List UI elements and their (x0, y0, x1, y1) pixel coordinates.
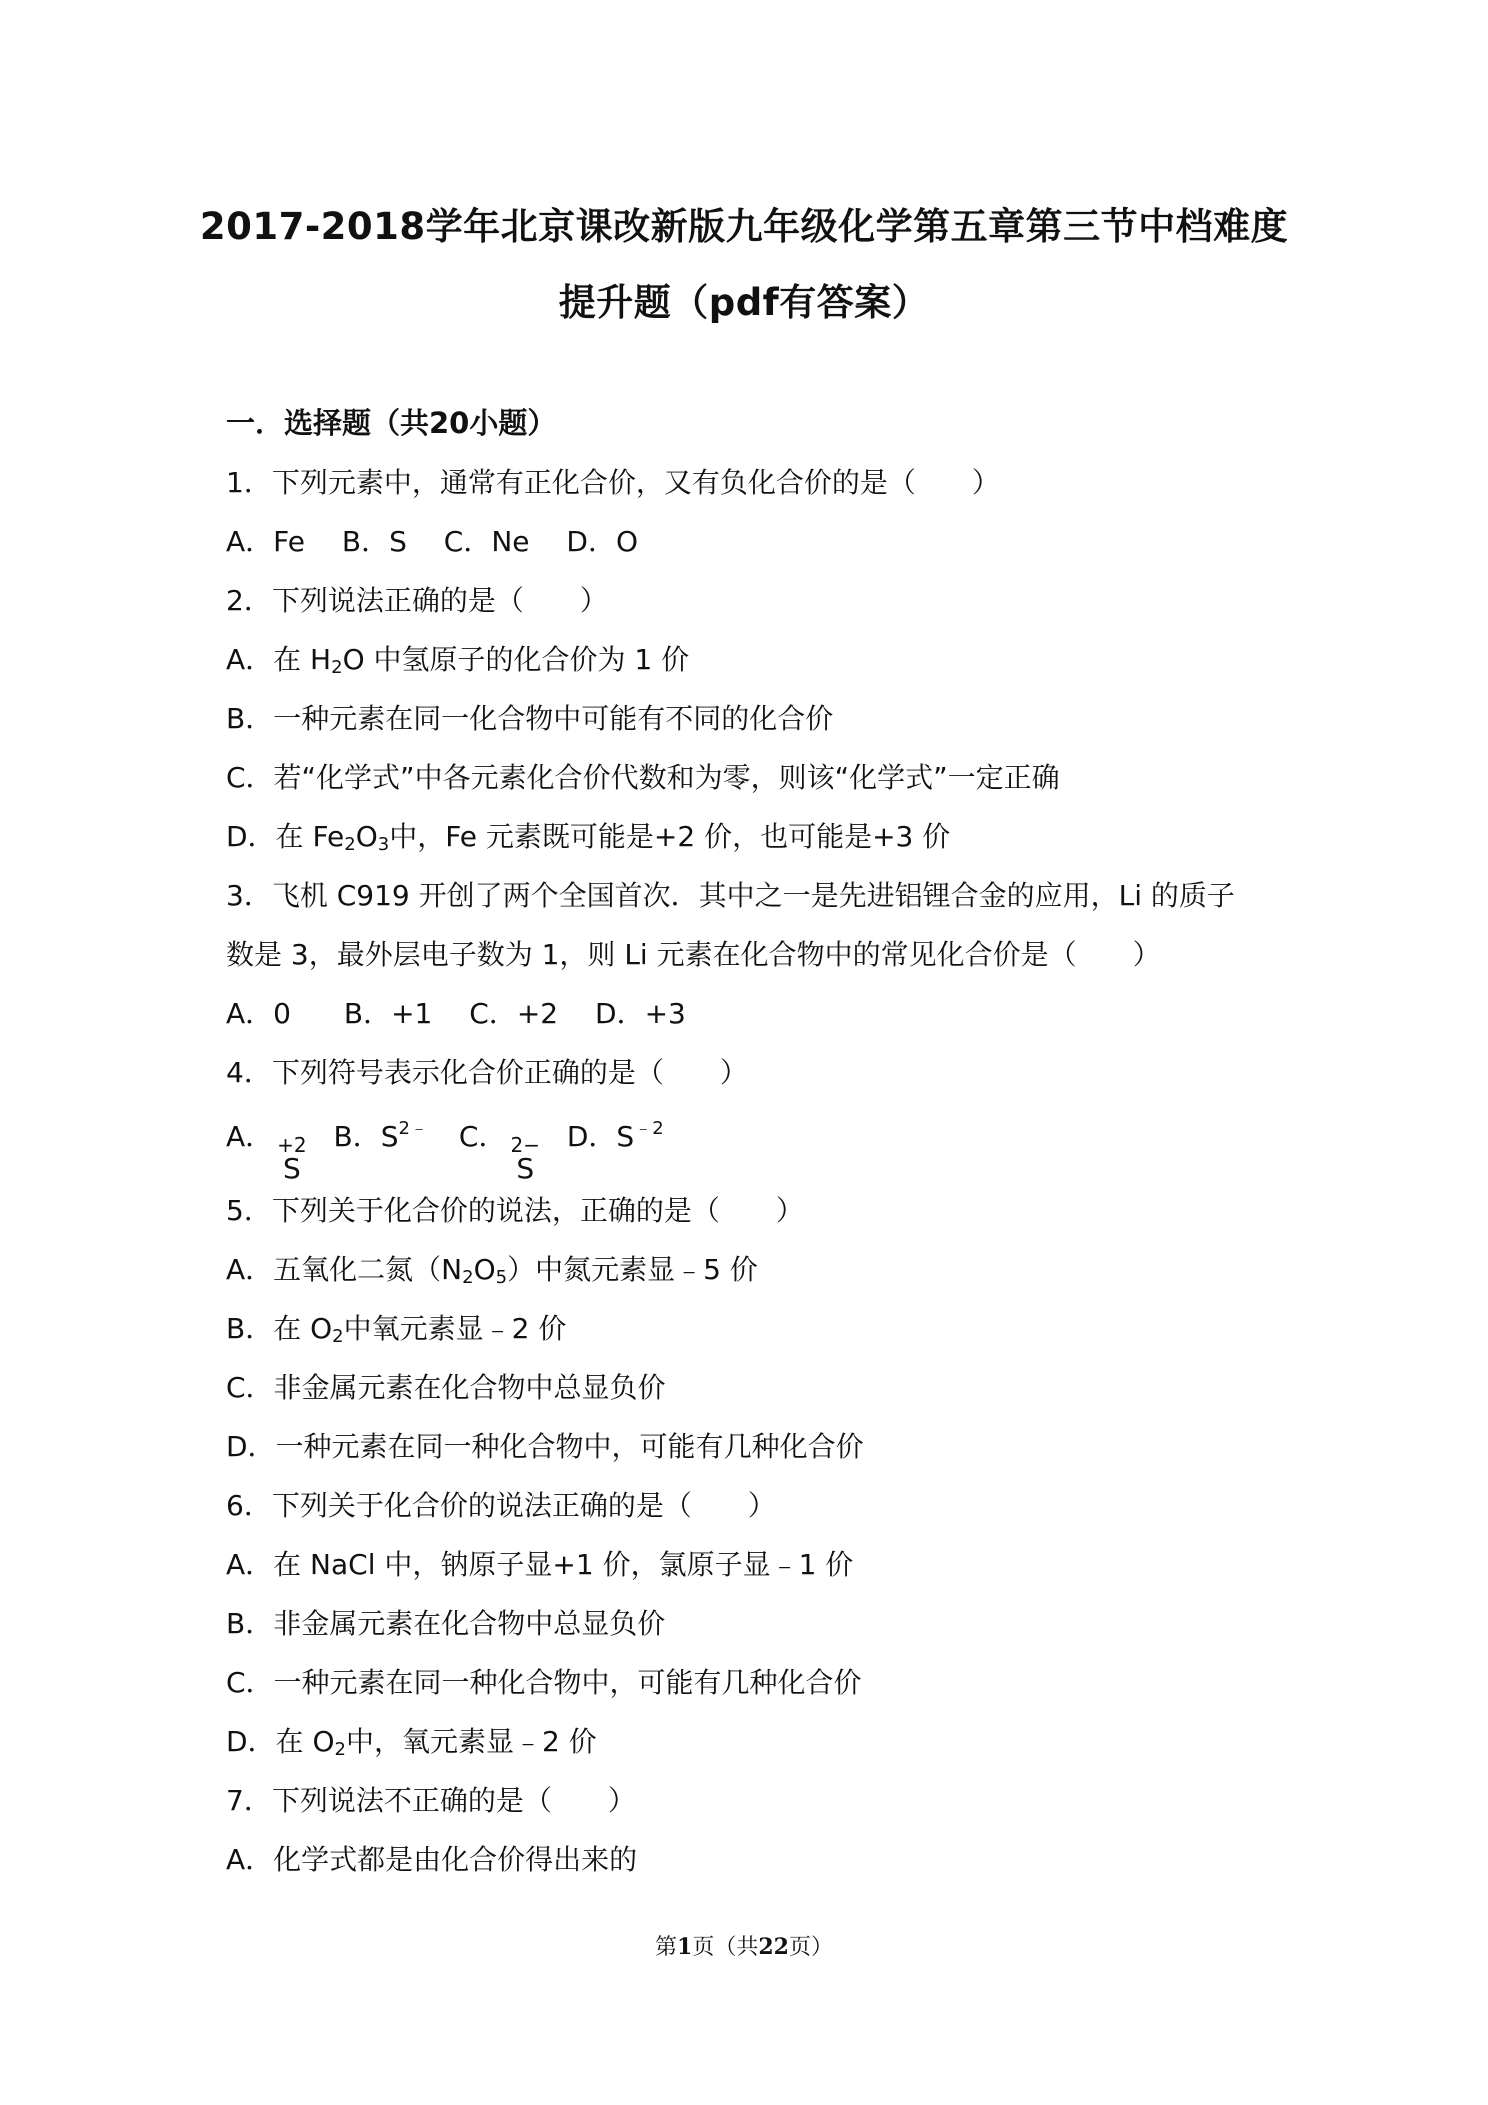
q2-option-b: B．一种元素在同一化合物中可能有不同的化合价 (226, 702, 834, 735)
q3-option-d: D．+3 (595, 997, 686, 1030)
q7-option-a: A．化学式都是由化合价得出来的 (226, 1843, 638, 1876)
q5-option-a: A．五氧化二氮$(N_2O_5)$中氮元素显﹣5 价 (226, 1253, 758, 1288)
q6-option-b: B．非金属元素在化合物中总显负价 (226, 1607, 666, 1640)
q1-option-b: B．S (341, 525, 407, 558)
q6-option-a: A．在 NaCl 中，钠原子显+1 价，氯原子显﹣1 价 (226, 1548, 854, 1581)
q1-option-d: D．O (566, 525, 639, 558)
q3-option-b: B．+1 (343, 997, 433, 1030)
q4-option-b: B．$S^{2﹣}$ (333, 1118, 428, 1153)
q6-option-c: C．一种元素在同一种化合物中，可能有几种化合价 (226, 1666, 862, 1699)
question-3-stem-line-2: 数是 3，最外层电子数为 1，则 Li 元素在化合物中的常见化合价是（ ） (226, 938, 1161, 971)
q6-option-d: D．在 $O_2$中，氧元素显﹣2 价 (226, 1725, 597, 1760)
q1-option-a: A．Fe (226, 525, 305, 558)
q2-option-c: C．若“化学式”中各元素化合价代数和为零，则该“化学式”一定正确 (226, 761, 1060, 794)
q1-option-c: C．Ne (443, 525, 530, 558)
question-6-stem: 6．下列关于化合价的说法正确的是（ ） (226, 1489, 776, 1522)
section-heading: 一．选择题（共20小题） (226, 406, 557, 440)
q2-option-d: D．在 $Fe_2O_3$中，Fe 元素既可能是+2 价，也可能是+3 价 (226, 820, 951, 855)
q5-option-c: C．非金属元素在化合物中总显负价 (226, 1371, 666, 1404)
q2-option-a: A．在 $H_2O$ 中氢原子的化合价为 1 价 (226, 643, 690, 678)
question-7-stem: 7．下列说法不正确的是（ ） (226, 1784, 636, 1817)
q4-option-a: A． +2 S (226, 1120, 307, 1185)
question-4-options (226, 1120, 664, 1183)
document-title-line-2: 提升题（pdf有答案） (558, 281, 930, 324)
q5-option-d: D．一种元素在同一种化合物中，可能有几种化合价 (226, 1430, 864, 1463)
document-title-line-1: 2017-2018学年北京课改新版九年级化学第五章第三节中档难度 (199, 205, 1289, 248)
q5-option-b: B．在 $O_2$中氧元素显﹣2 价 (226, 1312, 567, 1347)
page-total: 22 (758, 1934, 789, 1960)
question-5-stem: 5．下列关于化合价的说法，正确的是（ ） (226, 1194, 804, 1227)
q3-option-c: C．+2 (469, 997, 559, 1030)
question-1-stem: 1．下列元素中，通常有正化合价，又有负化合价的是（ ） (226, 466, 1000, 499)
page-number: 1 (677, 1934, 693, 1960)
question-1-options (226, 525, 638, 559)
question-2-stem: 2．下列说法正确的是（ ） (226, 584, 608, 617)
question-3-options (226, 997, 686, 1031)
q4-option-d: D．$S^{﹣2}$ (566, 1118, 664, 1153)
question-3-stem-line-1: 3．飞机 C919 开创了两个全国首次．其中之一是先进铝锂合金的应用，Li 的质子 (226, 879, 1235, 912)
question-4-stem: 4．下列符号表示化合价正确的是（ ） (226, 1056, 748, 1089)
q3-option-a: A．0 (226, 997, 291, 1030)
q4-option-c: C． 2− S (458, 1120, 540, 1185)
page-footer: 第1页（共22页） (655, 1934, 833, 1960)
